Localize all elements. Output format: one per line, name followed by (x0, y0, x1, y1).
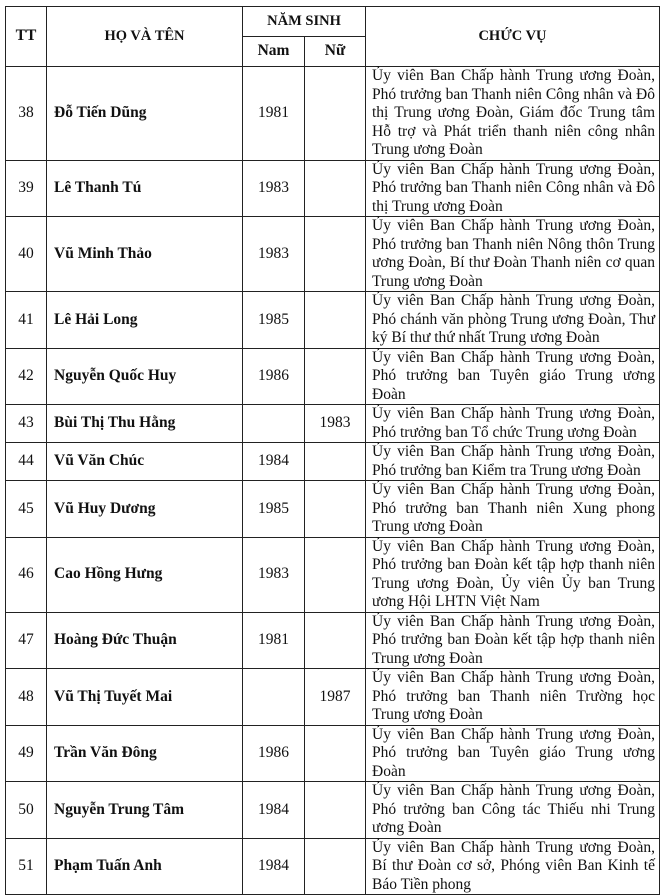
birth-year-male: 1984 (243, 838, 305, 895)
birth-year-female (305, 725, 366, 782)
birth-year-male: 1983 (243, 217, 305, 292)
birth-year-male: 1984 (243, 782, 305, 839)
member-position: Ủy viên Ban Chấp hành Trung ương Đoàn, Phó chánh văn phòng Trung ương Đoàn, Thư ký Bí thư thứ nhất Trung ương Đoàn (366, 292, 660, 349)
header-birth-year: NĂM SINH (243, 7, 366, 37)
table-row (6, 669, 660, 726)
birth-year-male: 1981 (243, 612, 305, 669)
member-name: Vũ Minh Thảo (47, 217, 243, 292)
birth-year-female (305, 292, 366, 349)
member-table (5, 6, 660, 895)
member-name: Vũ Văn Chúc (47, 443, 243, 481)
row-number: 49 (6, 725, 47, 782)
row-number: 47 (6, 612, 47, 669)
row-number: 44 (6, 443, 47, 481)
member-position: Ủy viên Ban Chấp hành Trung ương Đoàn, Phó trưởng ban Thanh niên Trường học Trung ương Đoàn (366, 669, 660, 726)
row-number: 50 (6, 782, 47, 839)
header-female: Nữ (305, 37, 366, 67)
member-name: Trần Văn Đông (47, 725, 243, 782)
header-name: HỌ VÀ TÊN (47, 7, 243, 67)
table-row (6, 217, 660, 292)
birth-year-male: 1986 (243, 348, 305, 405)
header-tt: TT (6, 7, 47, 67)
member-position: Ủy viên Ban Chấp hành Trung ương Đoàn, Phó trưởng ban Kiểm tra Trung ương Đoàn (366, 443, 660, 481)
birth-year-female (305, 782, 366, 839)
member-name: Cao Hồng Hưng (47, 537, 243, 612)
member-position: Ủy viên Ban Chấp hành Trung ương Đoàn, Bí thư Đoàn cơ sở, Phóng viên Ban Kinh tế Báo Tiền phong (366, 838, 660, 895)
header-male: Nam (243, 37, 305, 67)
birth-year-male: 1985 (243, 481, 305, 538)
member-position: Ủy viên Ban Chấp hành Trung ương Đoàn, Phó trưởng ban Thanh niên Xung phong Trung ương Đoàn (366, 481, 660, 538)
header-position: CHỨC VỤ (366, 7, 660, 67)
table-row (6, 443, 660, 481)
table-row (6, 725, 660, 782)
member-position: Ủy viên Ban Chấp hành Trung ương Đoàn, Phó trưởng ban Tuyên giáo Trung ương Đoàn (366, 725, 660, 782)
member-name: Phạm Tuấn Anh (47, 838, 243, 895)
birth-year-female (305, 537, 366, 612)
birth-year-female (305, 612, 366, 669)
row-number: 41 (6, 292, 47, 349)
birth-year-female (305, 160, 366, 217)
member-position: Ủy viên Ban Chấp hành Trung ương Đoàn, Phó trưởng ban Đoàn kết tập hợp thanh niên Trung ương Đoàn (366, 612, 660, 669)
birth-year-female (305, 348, 366, 405)
row-number: 51 (6, 838, 47, 895)
birth-year-female (305, 838, 366, 895)
table-row (6, 782, 660, 839)
member-position: Ủy viên Ban Chấp hành Trung ương Đoàn, Phó trưởng ban Đoàn kết tập hợp thanh niên Trung ương Đoàn, Ủy viên Ủy ban Trung ương Hội LHTN Việt Nam (366, 537, 660, 612)
table-row (6, 348, 660, 405)
member-name: Lê Thanh Tú (47, 160, 243, 217)
table-row (6, 838, 660, 895)
member-position: Ủy viên Ban Chấp hành Trung ương Đoàn, Phó trưởng ban Công tác Thiếu nhi Trung ương Đoàn (366, 782, 660, 839)
member-position: Ủy viên Ban Chấp hành Trung ương Đoàn, Phó trưởng ban Thanh niên Nông thôn Trung ương Đoàn, Bí thư Đoàn Thanh niên cơ quan Trung ương Đoàn (366, 217, 660, 292)
member-name: Bùi Thị Thu Hằng (47, 405, 243, 443)
table-row (6, 67, 660, 161)
birth-year-male: 1984 (243, 443, 305, 481)
table-row (6, 292, 660, 349)
row-number: 48 (6, 669, 47, 726)
birth-year-male: 1983 (243, 160, 305, 217)
birth-year-female (305, 217, 366, 292)
row-number: 39 (6, 160, 47, 217)
table-row (6, 160, 660, 217)
birth-year-male: 1983 (243, 537, 305, 612)
birth-year-female (305, 67, 366, 161)
member-name: Nguyễn Quốc Huy (47, 348, 243, 405)
birth-year-male (243, 669, 305, 726)
row-number: 43 (6, 405, 47, 443)
row-number: 45 (6, 481, 47, 538)
document-page (5, 6, 659, 895)
birth-year-female: 1987 (305, 669, 366, 726)
table-row (6, 612, 660, 669)
row-number: 42 (6, 348, 47, 405)
member-name: Vũ Huy Dương (47, 481, 243, 538)
table-row (6, 405, 660, 443)
birth-year-female: 1983 (305, 405, 366, 443)
member-name: Hoàng Đức Thuận (47, 612, 243, 669)
member-name: Lê Hải Long (47, 292, 243, 349)
member-position: Ủy viên Ban Chấp hành Trung ương Đoàn, Phó trưởng ban Thanh niên Công nhân và Đô thị Trung ương Đoàn, Giám đốc Trung tâm Hỗ trợ và Phát triển thanh niên công nhân Trung ương Đoàn (366, 67, 660, 161)
row-number: 40 (6, 217, 47, 292)
birth-year-male: 1981 (243, 67, 305, 161)
table-row (6, 537, 660, 612)
birth-year-female (305, 443, 366, 481)
birth-year-male (243, 405, 305, 443)
member-name: Vũ Thị Tuyết Mai (47, 669, 243, 726)
member-position: Ủy viên Ban Chấp hành Trung ương Đoàn, Phó trưởng ban Tổ chức Trung ương Đoàn (366, 405, 660, 443)
member-position: Ủy viên Ban Chấp hành Trung ương Đoàn, Phó trưởng ban Thanh niên Công nhân và Đô thị Trung ương Đoàn (366, 160, 660, 217)
row-number: 46 (6, 537, 47, 612)
member-name: Đỗ Tiến Dũng (47, 67, 243, 161)
member-name: Nguyễn Trung Tâm (47, 782, 243, 839)
member-position: Ủy viên Ban Chấp hành Trung ương Đoàn, Phó trưởng ban Tuyên giáo Trung ương Đoàn (366, 348, 660, 405)
birth-year-male: 1985 (243, 292, 305, 349)
row-number: 38 (6, 67, 47, 161)
birth-year-female (305, 481, 366, 538)
birth-year-male: 1986 (243, 725, 305, 782)
table-row (6, 481, 660, 538)
